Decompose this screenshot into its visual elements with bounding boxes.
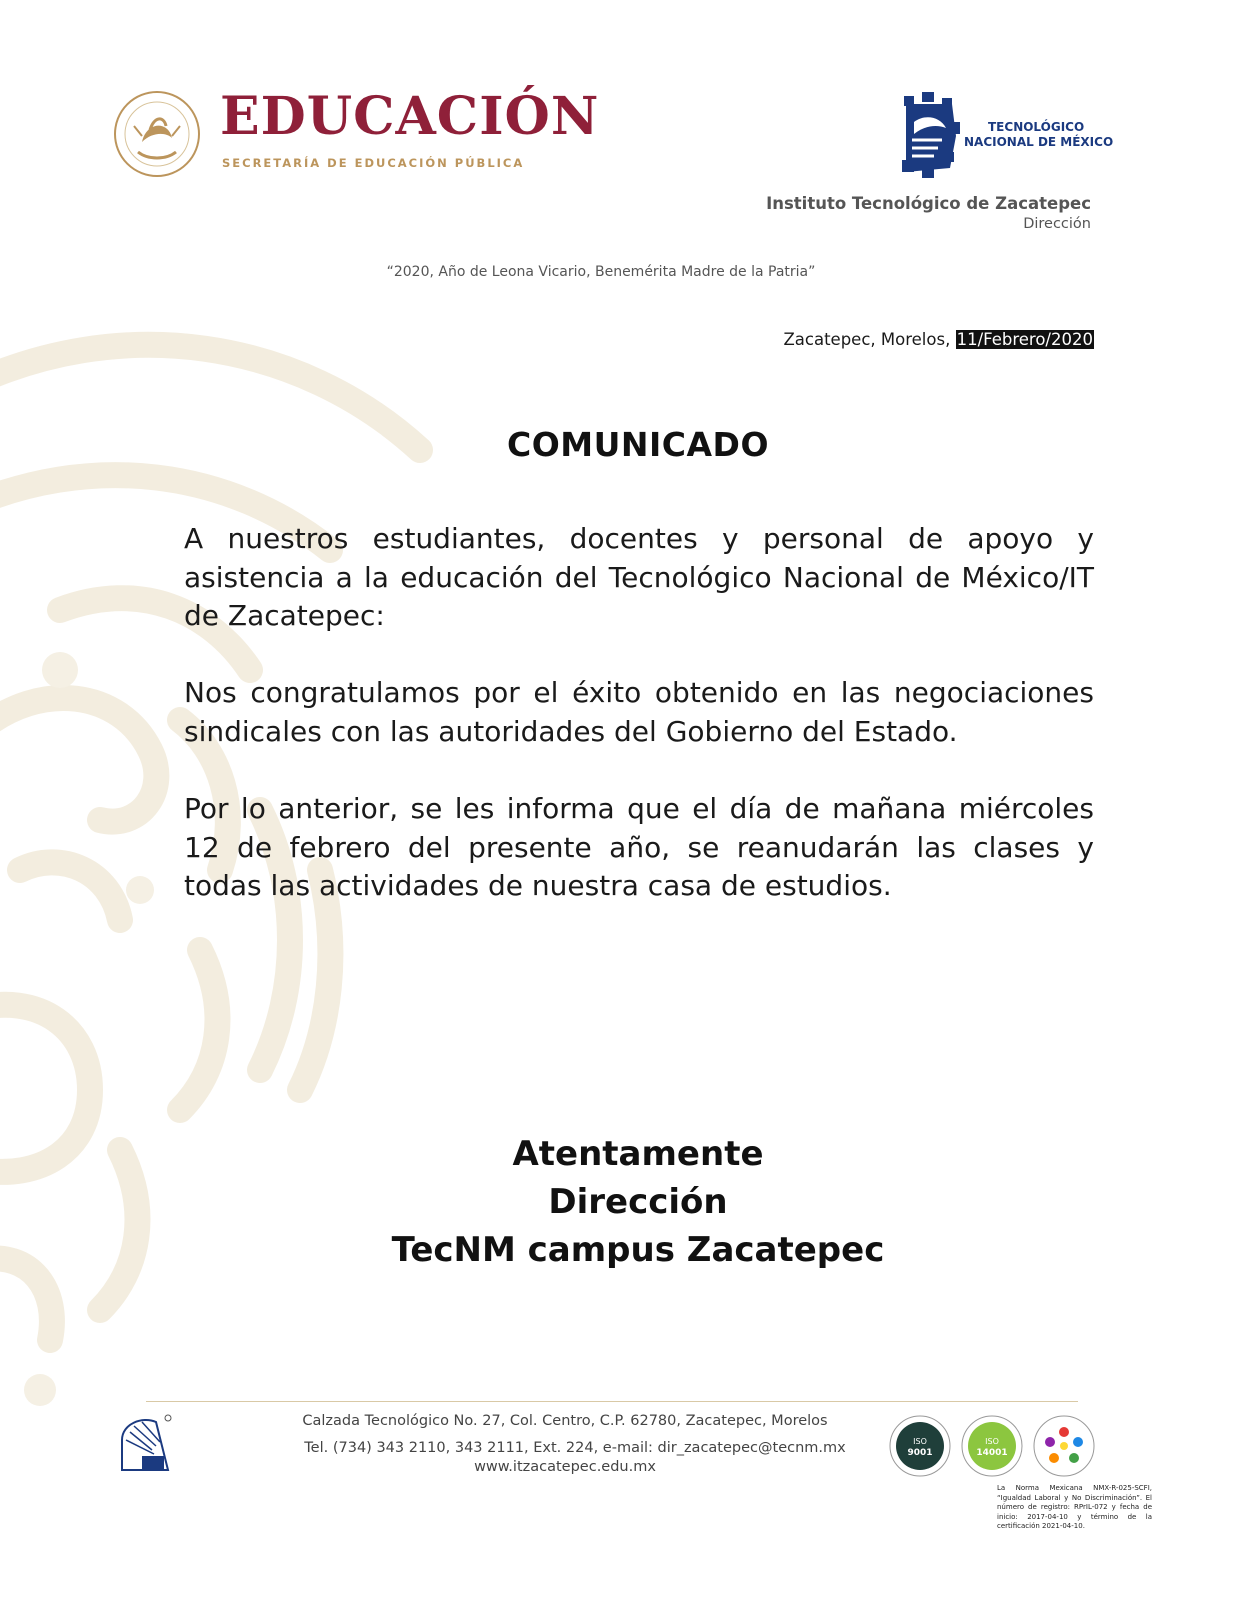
agency-title: EDUCACIÓN (220, 86, 600, 147)
iso-14001-badge (958, 1412, 1028, 1480)
tecnm-name-line2: NACIONAL DE MÉXICO (964, 135, 1114, 149)
department-name: Dirección (1023, 216, 1091, 232)
equality-certification-badge (1030, 1412, 1100, 1480)
institute-block (766, 194, 1091, 232)
svg-text:ISO: ISO (913, 1437, 927, 1446)
svg-text:14001: 14001 (976, 1448, 1008, 1458)
mexico-seal-logo (112, 86, 202, 182)
footer-address: Calzada Tecnológico No. 27, Col. Centro, C.P. 62780, Zacatepec, Morelos (302, 1413, 828, 1429)
certification-note: La Norma Mexicana NMX-R-025-SCFI, “Igualdad Laboral y No Discriminación”. El número de registro: RPrIL-072 y fecha de inicio: 2017-04-10 y término de la certificación 2021-04-10. (997, 1484, 1152, 1530)
document-title: COMUNICADO (506, 425, 769, 464)
closing-salutation: Atentamente (512, 1134, 764, 1174)
footer-website: www.itzacatepec.edu.mx (474, 1459, 656, 1475)
footer-divider (146, 1401, 1078, 1402)
tecnm-gear-logo (898, 92, 960, 178)
institute-name: Instituto Tecnológico de Zacatepec (766, 194, 1091, 213)
agency-subtitle: SECRETARÍA DE EDUCACIÓN PÚBLICA (222, 156, 525, 170)
closing-campus: TecNM campus Zacatepec (391, 1230, 885, 1270)
closing-department: Dirección (548, 1182, 728, 1222)
letter-body (184, 520, 1094, 945)
place: Zacatepec, Morelos, (783, 330, 951, 349)
year-motto: “2020, Año de Leona Vicario, Benemérita Madre de la Patria” (386, 264, 816, 280)
date-line (783, 330, 1094, 349)
signature-block (0, 1130, 1237, 1274)
svg-text:9001: 9001 (907, 1448, 933, 1458)
letter-date: 11/Febrero/2020 (956, 330, 1093, 349)
footer-phone-email: Tel. (734) 343 2110, 343 2111, Ext. 224, e-mail: dir_zacatepec@tecnm.mx (304, 1440, 846, 1456)
iso-9001-badge (886, 1412, 956, 1480)
tecnm-name-line1: TECNOLÓGICO (988, 120, 1085, 134)
tecnm-name (964, 120, 1113, 150)
paragraph-greeting: A nuestros estudiantes, docentes y personal de apoyo y asistencia a la educación del Tecnológico Nacional de México/IT de Zacatepec: (184, 522, 1094, 633)
svg-text:ISO: ISO (985, 1437, 999, 1446)
paragraph-congratulations: Nos congratulamos por el éxito obtenido en las negociaciones sindicales con las autoridades del Gobierno del Estado. (184, 676, 1094, 748)
paragraph-announcement: Por lo anterior, se les informa que el día de mañana miércoles 12 de febrero del presente año, se reanudarán las clases y todas las actividades de nuestra casa de estudios. (184, 792, 1094, 903)
